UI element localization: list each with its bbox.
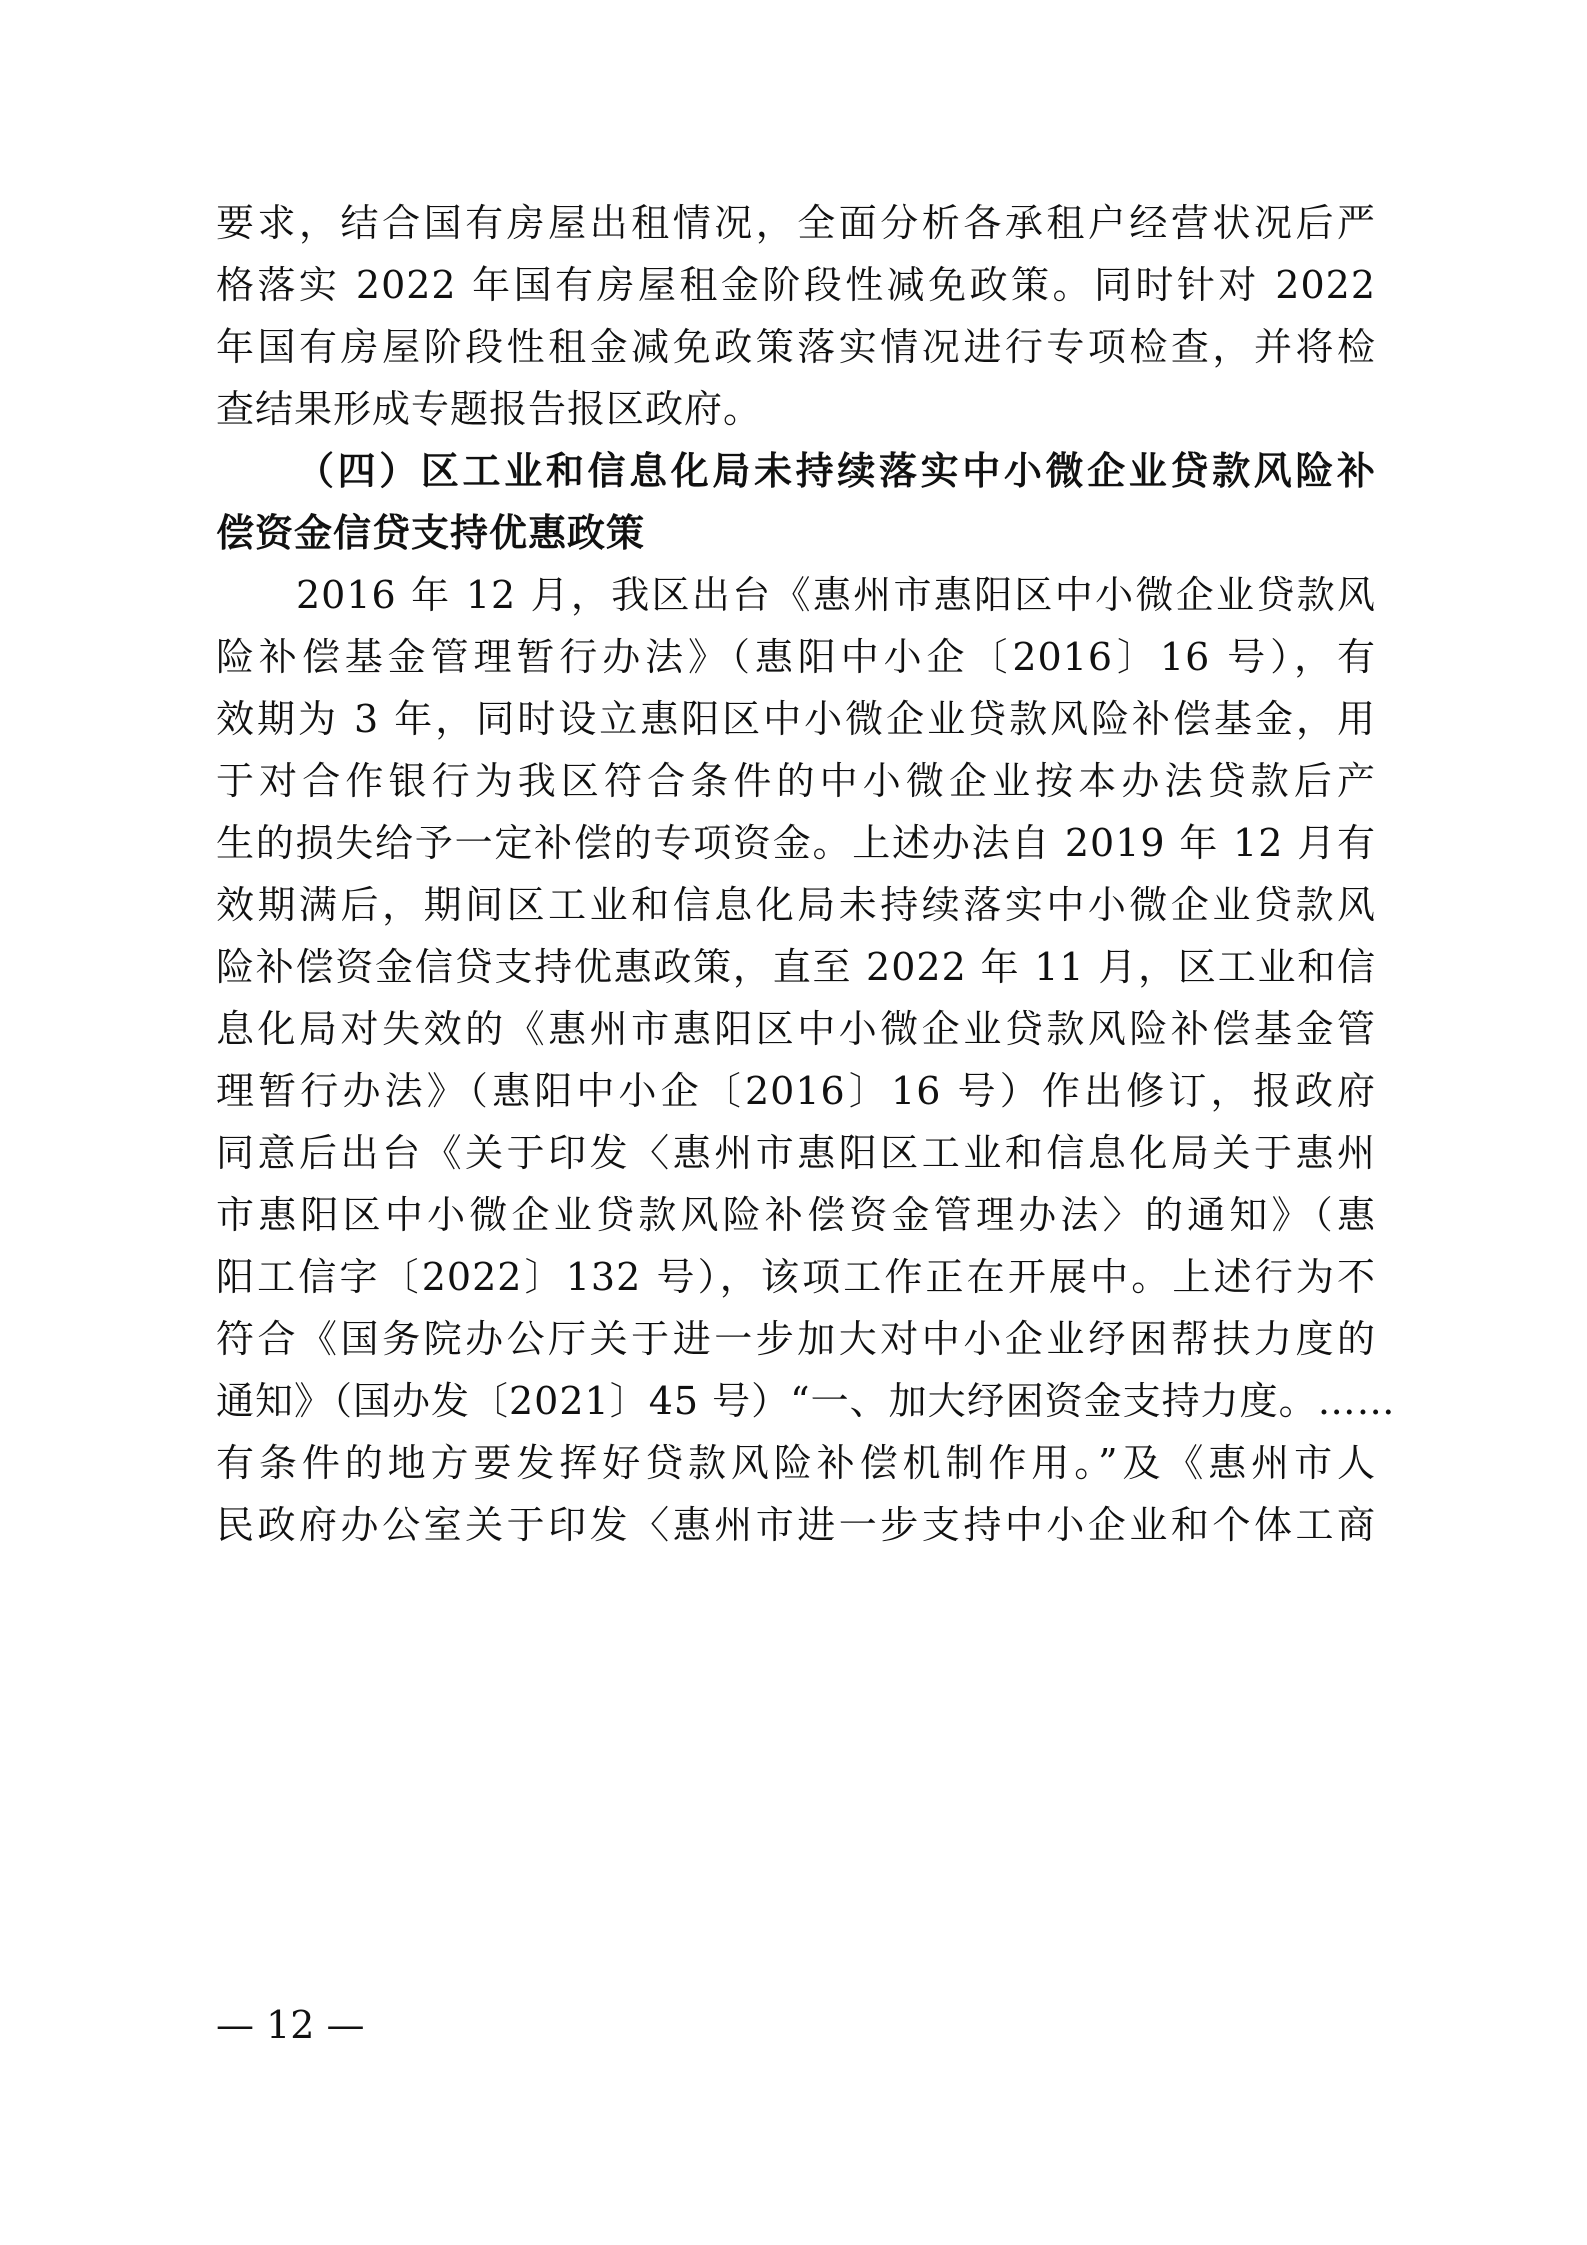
paragraph-line: 通知》（国办发〔2021〕45 号）“一、加大纾困资金支持力度。……: [216, 1379, 1396, 1423]
paragraph-line: 市惠阳区中小微企业贷款风险补偿资金管理办法〉的通知》（惠: [216, 1193, 1376, 1237]
paragraph-line: 2016 年 12 月，我区出台《惠州市惠阳区中小微企业贷款风: [296, 573, 1376, 617]
paragraph-line: 效期满后，期间区工业和信息化局未持续落实中小微企业贷款风: [216, 883, 1376, 927]
paragraph-line: 有条件的地方要发挥好贷款风险补偿机制作用。”及《惠州市人: [216, 1441, 1376, 1485]
section-heading-line: 偿资金信贷支持优惠政策: [216, 510, 646, 555]
paragraph-line: 生的损失给予一定补偿的专项资金。上述办法自 2019 年 12 月有: [216, 821, 1376, 865]
paragraph-line: 险补偿基金管理暂行办法》（惠阳中小企〔2016〕16 号），有: [216, 635, 1376, 679]
paragraph-line: 理暂行办法》（惠阳中小企〔2016〕16 号）作出修订，报政府: [216, 1069, 1376, 1113]
section-heading-line: （四）区工业和信息化局未持续落实中小微企业贷款风险补: [296, 448, 1376, 493]
page-number: — 12 —: [216, 2003, 365, 2047]
paragraph-line: 年国有房屋阶段性租金减免政策落实情况进行专项检查，并将检: [216, 325, 1376, 369]
paragraph-line: 同意后出台《关于印发〈惠州市惠阳区工业和信息化局关于惠州: [216, 1131, 1376, 1175]
paragraph-line: 险补偿资金信贷支持优惠政策，直至 2022 年 11 月，区工业和信: [216, 945, 1376, 989]
paragraph-line: 阳工信字〔2022〕132 号），该项工作正在开展中。上述行为不: [216, 1255, 1376, 1299]
paragraph-line: 查结果形成专题报告报区政府。: [216, 387, 763, 431]
paragraph-line: 要求，结合国有房屋出租情况，全面分析各承租户经营状况后严: [216, 201, 1376, 245]
paragraph-line: 息化局对失效的《惠州市惠阳区中小微企业贷款风险补偿基金管: [216, 1007, 1376, 1051]
paragraph-line: 效期为 3 年，同时设立惠阳区中小微企业贷款风险补偿基金，用: [216, 697, 1376, 741]
paragraph-line: 格落实 2022 年国有房屋租金阶段性减免政策。同时针对 2022: [216, 263, 1376, 307]
paragraph-line: 民政府办公室关于印发〈惠州市进一步支持中小企业和个体工商: [216, 1503, 1376, 1547]
paragraph-line: 符合《国务院办公厅关于进一步加大对中小企业纾困帮扶力度的: [216, 1317, 1376, 1361]
paragraph-line: 于对合作银行为我区符合条件的中小微企业按本办法贷款后产: [216, 759, 1376, 803]
